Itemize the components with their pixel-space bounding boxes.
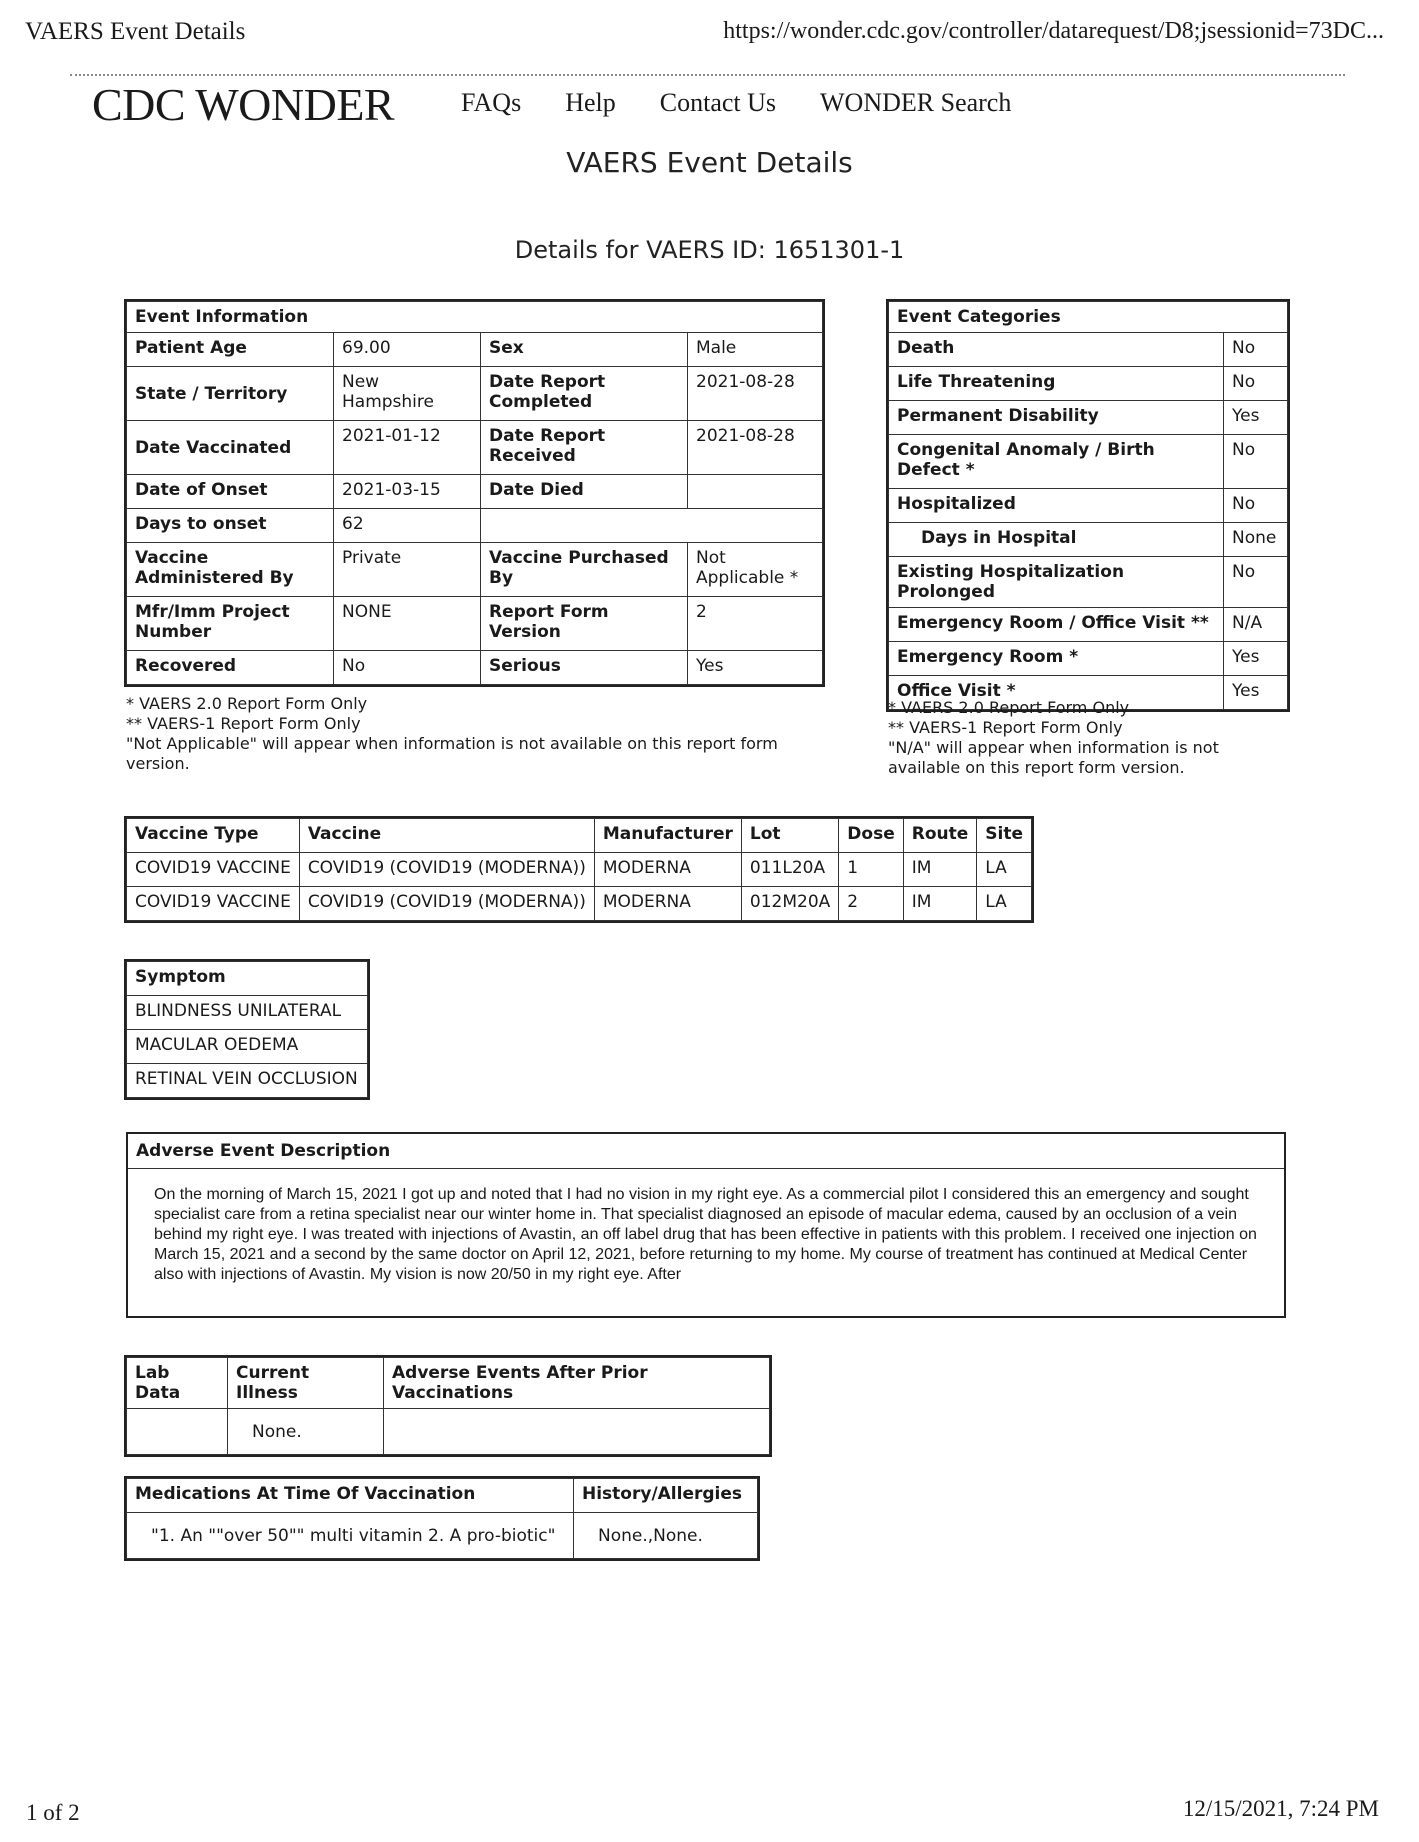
lab-data-cell xyxy=(127,1409,228,1455)
cdc-wonder-logo[interactable]: CDC WONDER xyxy=(92,79,395,130)
category-label: Emergency Room / Office Visit ** xyxy=(889,608,1224,642)
page-title: VAERS Event Details xyxy=(566,146,853,179)
category-label: Death xyxy=(889,333,1224,367)
vaccine-type-cell: COVID19 VACCINE xyxy=(127,853,300,887)
report-completed-label: Date Report Completed xyxy=(481,367,688,421)
category-label: Hospitalized xyxy=(889,489,1224,523)
category-label: Office Visit * xyxy=(889,676,1224,710)
column-header: Current Illness xyxy=(228,1358,384,1409)
footnote: * VAERS 2.0 Report Form Only xyxy=(888,698,1130,717)
column-header: Site xyxy=(977,819,1032,853)
symptom-item: MACULAR OEDEMA xyxy=(127,1030,368,1064)
route-cell: IM xyxy=(903,853,977,887)
category-label: Permanent Disability xyxy=(889,401,1224,435)
event-categories-table xyxy=(888,301,1288,710)
route-cell: IM xyxy=(903,887,977,921)
vaccine-cell: COVID19 (COVID19 (MODERNA)) xyxy=(299,853,594,887)
date-died-value xyxy=(688,475,823,509)
vaccine-cell: COVID19 (COVID19 (MODERNA)) xyxy=(299,887,594,921)
footnote: ** VAERS-1 Report Form Only xyxy=(126,714,361,733)
medications-table xyxy=(126,1478,758,1559)
browser-url: https://wonder.cdc.gov/controller/datarequest/D8;jsessionid=73DC... xyxy=(723,18,1384,44)
nav-faqs-link[interactable]: FAQs xyxy=(461,88,522,117)
purchased-by-label: Vaccine Purchased By xyxy=(481,543,688,597)
dose-cell: 1 xyxy=(839,853,903,887)
event-categories-footnotes xyxy=(888,698,1288,778)
column-header: Route xyxy=(903,819,977,853)
column-header: Adverse Events After Prior Vaccinations xyxy=(384,1358,770,1409)
manufacturer-cell: MODERNA xyxy=(594,853,741,887)
column-header: Medications At Time Of Vaccination xyxy=(127,1479,574,1513)
category-value: None xyxy=(1224,523,1288,557)
header-divider xyxy=(70,74,1345,76)
category-value: Yes xyxy=(1224,676,1288,710)
category-label: Life Threatening xyxy=(889,367,1224,401)
days-onset-value: 62 xyxy=(334,509,481,543)
nav-wonder-search-link[interactable]: WONDER Search xyxy=(820,88,1012,117)
category-value: Yes xyxy=(1224,642,1288,676)
nav-contact-link[interactable]: Contact Us xyxy=(659,88,777,117)
category-value: Yes xyxy=(1224,401,1288,435)
recovered-label: Recovered xyxy=(127,651,334,685)
column-header: Vaccine Type xyxy=(127,819,300,853)
sex-label: Sex xyxy=(481,333,688,367)
print-datetime: 12/15/2021, 7:24 PM xyxy=(1182,1796,1379,1821)
symptom-heading: Symptom xyxy=(127,962,368,996)
category-value: N/A xyxy=(1224,608,1288,642)
form-version-value: 2 xyxy=(688,597,823,651)
vaccine-table xyxy=(126,818,1032,921)
history-allergies-cell: None.,None. xyxy=(574,1513,758,1559)
patient-age-value: 69.00 xyxy=(334,333,481,367)
category-value: No xyxy=(1224,367,1288,401)
lot-cell: 012M20A xyxy=(741,887,838,921)
category-label: Congenital Anomaly / Birth Defect * xyxy=(889,435,1224,489)
browser-page-title: VAERS Event Details xyxy=(25,18,246,45)
category-value: No xyxy=(1224,489,1288,523)
prior-vaccination-events-cell xyxy=(384,1409,770,1455)
state-value: New Hampshire xyxy=(334,367,481,421)
adverse-event-heading: Adverse Event Description xyxy=(128,1134,1284,1169)
mfr-project-label: Mfr/Imm Project Number xyxy=(127,597,334,651)
serious-label: Serious xyxy=(481,651,688,685)
report-received-label: Date Report Received xyxy=(481,421,688,475)
footnote: "N/A" will appear when information is not available on this report form version. xyxy=(888,738,1219,777)
symptom-item: RETINAL VEIN OCCLUSION xyxy=(127,1064,368,1098)
category-value: No xyxy=(1224,557,1288,608)
column-header: Vaccine xyxy=(299,819,594,853)
purchased-by-value: Not Applicable * xyxy=(688,543,823,597)
event-information-heading: Event Information xyxy=(127,302,823,333)
date-onset-value: 2021-03-15 xyxy=(334,475,481,509)
lot-cell: 011L20A xyxy=(741,853,838,887)
top-nav xyxy=(461,88,1011,118)
table-row xyxy=(127,887,1032,921)
event-information-footnotes xyxy=(126,694,806,774)
days-onset-label: Days to onset xyxy=(127,509,334,543)
current-illness-cell: None. xyxy=(228,1409,384,1455)
event-information-table xyxy=(126,301,823,685)
vaccine-type-cell: COVID19 VACCINE xyxy=(127,887,300,921)
site-cell: LA xyxy=(977,853,1032,887)
mfr-project-value: NONE xyxy=(334,597,481,651)
column-header: History/Allergies xyxy=(574,1479,758,1513)
symptom-item: BLINDNESS UNILATERAL xyxy=(127,996,368,1030)
administered-by-label: Vaccine Administered By xyxy=(127,543,334,597)
page-number: 1 of 2 xyxy=(26,1800,80,1825)
medications-cell: "1. An ""over 50"" multi vitamin 2. A pro-biotic" xyxy=(127,1513,574,1559)
form-version-label: Report Form Version xyxy=(481,597,688,651)
event-categories-heading: Event Categories xyxy=(889,302,1288,333)
footnote: "Not Applicable" will appear when information is not available on this report form version. xyxy=(126,734,778,773)
category-label: Days in Hospital xyxy=(889,523,1224,557)
lab-illness-table xyxy=(126,1357,770,1455)
report-completed-value: 2021-08-28 xyxy=(688,367,823,421)
date-vaccinated-value: 2021-01-12 xyxy=(334,421,481,475)
administered-by-value: Private xyxy=(334,543,481,597)
column-header: Dose xyxy=(839,819,903,853)
nav-help-link[interactable]: Help xyxy=(565,88,616,117)
table-row xyxy=(127,853,1032,887)
column-header: Lab Data xyxy=(127,1358,228,1409)
category-label: Emergency Room * xyxy=(889,642,1224,676)
category-value: No xyxy=(1224,333,1288,367)
manufacturer-cell: MODERNA xyxy=(594,887,741,921)
patient-age-label: Patient Age xyxy=(127,333,334,367)
empty-cell xyxy=(481,509,823,543)
vaers-id-heading: Details for VAERS ID: 1651301-1 xyxy=(514,236,905,264)
site-cell: LA xyxy=(977,887,1032,921)
footnote: ** VAERS-1 Report Form Only xyxy=(888,718,1123,737)
symptom-table xyxy=(126,961,368,1098)
footnote: * VAERS 2.0 Report Form Only xyxy=(126,694,368,713)
report-received-value: 2021-08-28 xyxy=(688,421,823,475)
category-label: Existing Hospitalization Prolonged xyxy=(889,557,1224,608)
state-label: State / Territory xyxy=(127,367,334,421)
column-header: Manufacturer xyxy=(594,819,741,853)
column-header: Lot xyxy=(741,819,838,853)
dose-cell: 2 xyxy=(839,887,903,921)
sex-value: Male xyxy=(688,333,823,367)
adverse-event-description-box xyxy=(126,1132,1286,1318)
serious-value: Yes xyxy=(688,651,823,685)
recovered-value: No xyxy=(334,651,481,685)
date-died-label: Date Died xyxy=(481,475,688,509)
category-value: No xyxy=(1224,435,1288,489)
date-onset-label: Date of Onset xyxy=(127,475,334,509)
date-vaccinated-label: Date Vaccinated xyxy=(127,421,334,475)
adverse-event-text: On the morning of March 15, 2021 I got up and noted that I had no vision in my right eye. As a commercial pilot I considered this an emergency and sought specialist care from a retina specialist near our winter home in. That specialist diagnosed an episode of macular edema, caused by an occlusion of a vein behind my right eye. I was treated with injections of Avastin, an off label drug that has been effective in patients with this problem. I received one injection on March 15, 2021 and a second by the same doctor on April 12, 2021, before returning to my home. My course of treatment has continued at Medical Center also with injections of Avastin. My vision is now 20/50 in my right eye. After xyxy=(154,1186,1257,1283)
